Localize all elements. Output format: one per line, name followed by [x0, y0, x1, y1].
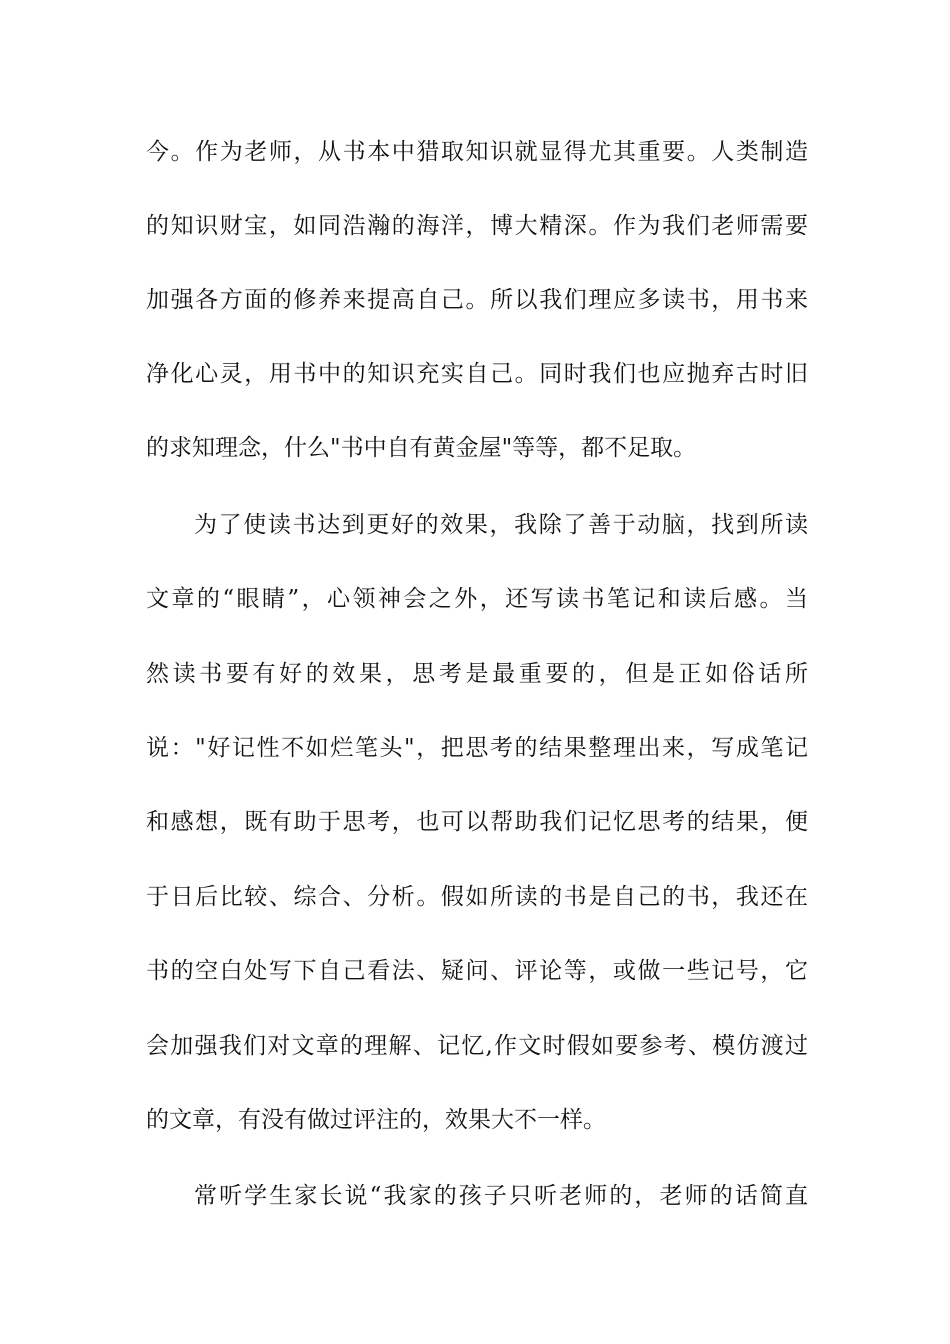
text-line-1: 今。作为老师，从书本中猎取知识就显得尤其重要。人类制造 [146, 139, 808, 165]
text-line-4: 净化心灵，用书中的知识充实自己。同时我们也应抛弃古时旧 [146, 361, 808, 387]
text-line-7: 文章的“眼睛”，心领神会之外，还写读书笔记和读后感。当 [146, 586, 808, 612]
text-line-13: 会加强我们对文章的理解、记忆,作文时假如要参考、模仿渡过 [146, 1033, 808, 1059]
text-line-3: 加强各方面的修养来提高自己。所以我们理应多读书，用书来 [146, 287, 808, 313]
text-line-9: 说："好记性不如烂笔头"，把思考的结果整理出来，写成笔记 [146, 735, 808, 761]
text-line-8: 然读书要有好的效果，思考是最重要的，但是正如俗话所 [146, 661, 808, 687]
text-line-11: 于日后比较、综合、分析。假如所读的书是自己的书，我还在 [146, 884, 808, 910]
text-line-12: 书的空白处写下自己看法、疑问、评论等，或做一些记号，它 [146, 958, 808, 984]
text-line-2: 的知识财宝，如同浩瀚的海洋，博大精深。作为我们老师需要 [146, 213, 808, 239]
text-line-15: 常听学生家长说“我家的孩子只听老师的，老师的话简直 [194, 1183, 808, 1209]
text-line-6: 为了使读书达到更好的效果，我除了善于动脑，找到所读 [194, 512, 808, 538]
text-line-14: 的文章，有没有做过评注的，效果大不一样。 [146, 1107, 606, 1133]
text-line-5: 的求知理念，什么"书中自有黄金屋"等等，都不足取。 [146, 435, 697, 461]
text-line-10: 和感想，既有助于思考，也可以帮助我们记忆思考的结果，便 [146, 809, 808, 835]
